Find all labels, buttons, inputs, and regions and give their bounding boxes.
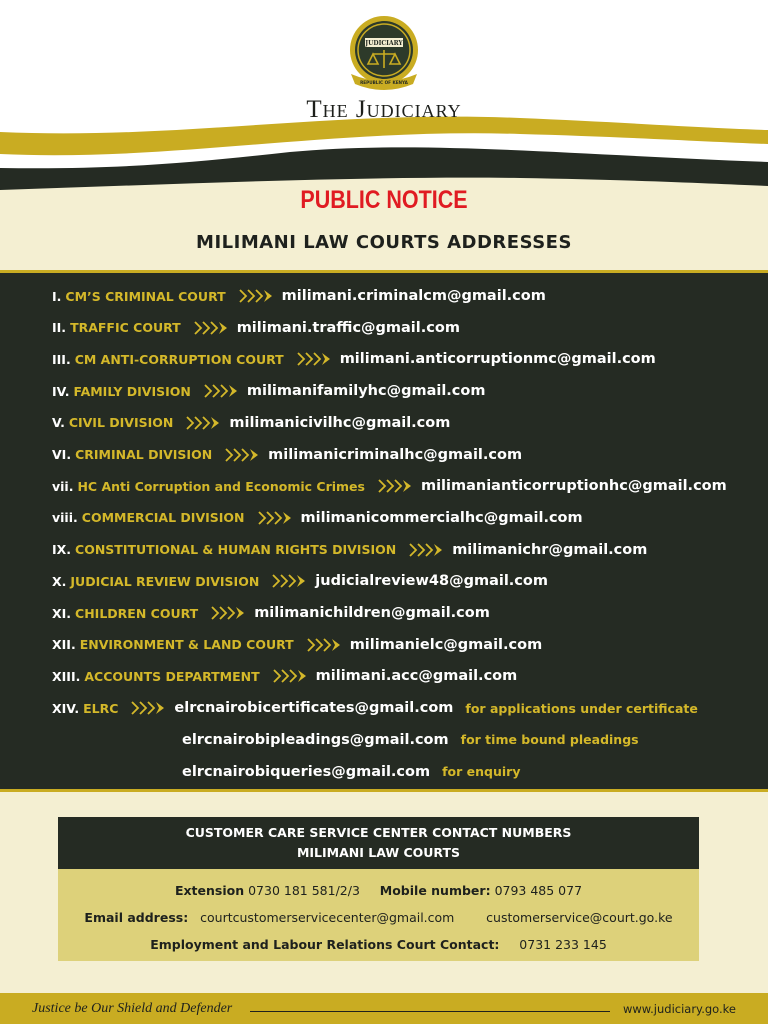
phone-line [58, 877, 699, 904]
arrows-icon [185, 415, 221, 431]
court-email[interactable]: judicialreview48@gmail.com [315, 573, 548, 590]
arrows-icon [272, 668, 308, 684]
court-name: CRIMINAL DIVISION [75, 447, 213, 462]
court-email[interactable]: milimanicivilhc@gmail.com [229, 414, 451, 431]
address-row [52, 634, 542, 656]
address-row [52, 412, 450, 434]
arrows-icon [238, 288, 274, 304]
court-email[interactable]: milimanielc@gmail.com [349, 636, 543, 653]
customer-care-box [58, 817, 699, 961]
court-name: ELRC [83, 700, 119, 716]
court-name: COMMERCIAL DIVISION [81, 510, 245, 526]
elrc-email[interactable]: elrcnairobiqueries@gmail.com [182, 763, 431, 780]
address-row [52, 570, 548, 592]
page-title [0, 96, 768, 124]
address-row [52, 285, 546, 307]
email-note: for enquiry [442, 764, 521, 779]
elrc-label: Employment and Labour Relations Court Contact: [150, 937, 500, 952]
emblem-text-bottom: REPUBLIC OF KENYA [360, 80, 408, 85]
row-number: I. [52, 288, 62, 304]
customer-care-heading-line1: CUSTOMER CARE SERVICE CENTER CONTACT NUMBERS [185, 825, 572, 840]
row-number: IX. [52, 542, 72, 558]
arrows-icon [203, 383, 239, 399]
row-number: vii. [52, 478, 74, 494]
court-email[interactable]: milimanicriminalhc@gmail.com [268, 446, 523, 463]
address-row [52, 665, 517, 687]
email-2[interactable]: customerservice@court.go.ke [486, 910, 673, 925]
court-email[interactable]: milimanianticorruptionhc@gmail.com [420, 478, 727, 495]
court-name: CM ANTI-CORRUPTION COURT [74, 351, 284, 367]
address-row [52, 380, 485, 402]
row-number: V. [52, 415, 65, 431]
court-name: ACCOUNTS DEPARTMENT [84, 668, 260, 684]
email-1[interactable]: courtcustomerservicecenter@gmail.com [200, 910, 455, 925]
arrows-icon [130, 700, 166, 716]
row-number: XII. [52, 637, 76, 653]
court-name: CONSTITUTIONAL & HUMAN RIGHTS DIVISION [75, 542, 397, 558]
addresses-subtitle: MILIMANI LAW COURTS ADDRESSES [196, 232, 572, 253]
row-number: II. [52, 320, 67, 336]
elrc-contact-line [58, 931, 699, 958]
address-row [52, 697, 698, 719]
elrc-value: 0731 233 145 [519, 937, 607, 952]
court-email[interactable]: milimanichr@gmail.com [452, 541, 648, 558]
title-text: The Judiciary [306, 96, 462, 123]
arrows-icon [257, 510, 293, 526]
address-row [52, 475, 727, 497]
court-email[interactable]: milimani.acc@gmail.com [315, 668, 518, 685]
row-number: XI. [52, 605, 72, 621]
row-number: XIII. [52, 668, 81, 684]
customer-care-heading [58, 817, 699, 869]
mobile-value: 0793 485 077 [494, 883, 583, 898]
email-note: for applications under certificate [465, 700, 698, 716]
court-name: ENVIRONMENT & LAND COURT [79, 637, 294, 653]
email-line [58, 904, 699, 931]
court-name: TRAFFIC COURT [70, 320, 181, 336]
row-number: III. [52, 351, 71, 367]
row-number: viii. [52, 510, 78, 526]
arrows-icon [306, 637, 342, 653]
court-name: CIVIL DIVISION [68, 415, 174, 431]
court-name: CHILDREN COURT [75, 605, 199, 621]
court-email[interactable]: milimani.traffic@gmail.com [236, 319, 460, 336]
elrc-extra-row [182, 729, 639, 751]
row-number: X. [52, 573, 67, 589]
address-row [52, 444, 522, 466]
court-email[interactable]: milimanifamilyhc@gmail.com [246, 383, 486, 400]
address-row [52, 507, 583, 529]
row-number: IV. [52, 383, 70, 399]
customer-care-heading-line2: MILIMANI LAW COURTS [296, 845, 461, 860]
address-row [52, 317, 460, 339]
arrows-icon [377, 478, 413, 494]
public-notice-heading: PUBLIC NOTICE [300, 186, 468, 214]
email-note: for time bound pleadings [460, 732, 639, 748]
arrows-icon [271, 573, 307, 589]
address-row [52, 348, 656, 370]
arrows-icon [210, 605, 246, 621]
judiciary-emblem [343, 12, 425, 96]
row-number: XIV. [52, 700, 80, 716]
court-name: HC Anti Corruption and Economic Crimes [77, 478, 365, 494]
address-row [52, 602, 490, 624]
email-label: Email address: [84, 910, 189, 925]
customer-care-body [58, 869, 699, 961]
mobile-label: Mobile number: [379, 883, 491, 898]
address-row [52, 539, 647, 561]
elrc-email[interactable]: elrcnairobipleadings@gmail.com [182, 731, 449, 748]
arrows-icon [296, 351, 332, 367]
arrows-icon [408, 542, 444, 558]
court-email[interactable]: milimani.anticorruptionmc@gmail.com [339, 351, 656, 368]
arrows-icon [193, 320, 229, 336]
extension-value: 0730 181 581/2/3 [248, 883, 360, 898]
court-email[interactable]: milimanicommercialhc@gmail.com [300, 509, 583, 526]
row-number: VI. [52, 447, 72, 462]
extension-label: Extension [174, 883, 245, 898]
court-email[interactable]: milimanichildren@gmail.com [254, 605, 490, 621]
court-name: FAMILY DIVISION [73, 383, 191, 399]
court-email[interactable]: elrcnairobicertificates@gmail.com [174, 700, 454, 717]
court-email[interactable]: milimani.criminalcm@gmail.com [281, 288, 546, 304]
footer-motto: Justice be Our Shield and Defender [32, 1001, 233, 1016]
arrows-icon [224, 447, 260, 463]
court-name: CM’S CRIMINAL COURT [65, 288, 226, 304]
emblem-text-top: JUDICIARY [365, 40, 403, 47]
addresses-panel [0, 270, 768, 792]
court-name: JUDICIAL REVIEW DIVISION [70, 573, 260, 589]
footer-website[interactable]: www.judiciary.go.ke [622, 1002, 736, 1016]
footer-divider [250, 1011, 610, 1012]
elrc-extra-row [182, 761, 520, 783]
